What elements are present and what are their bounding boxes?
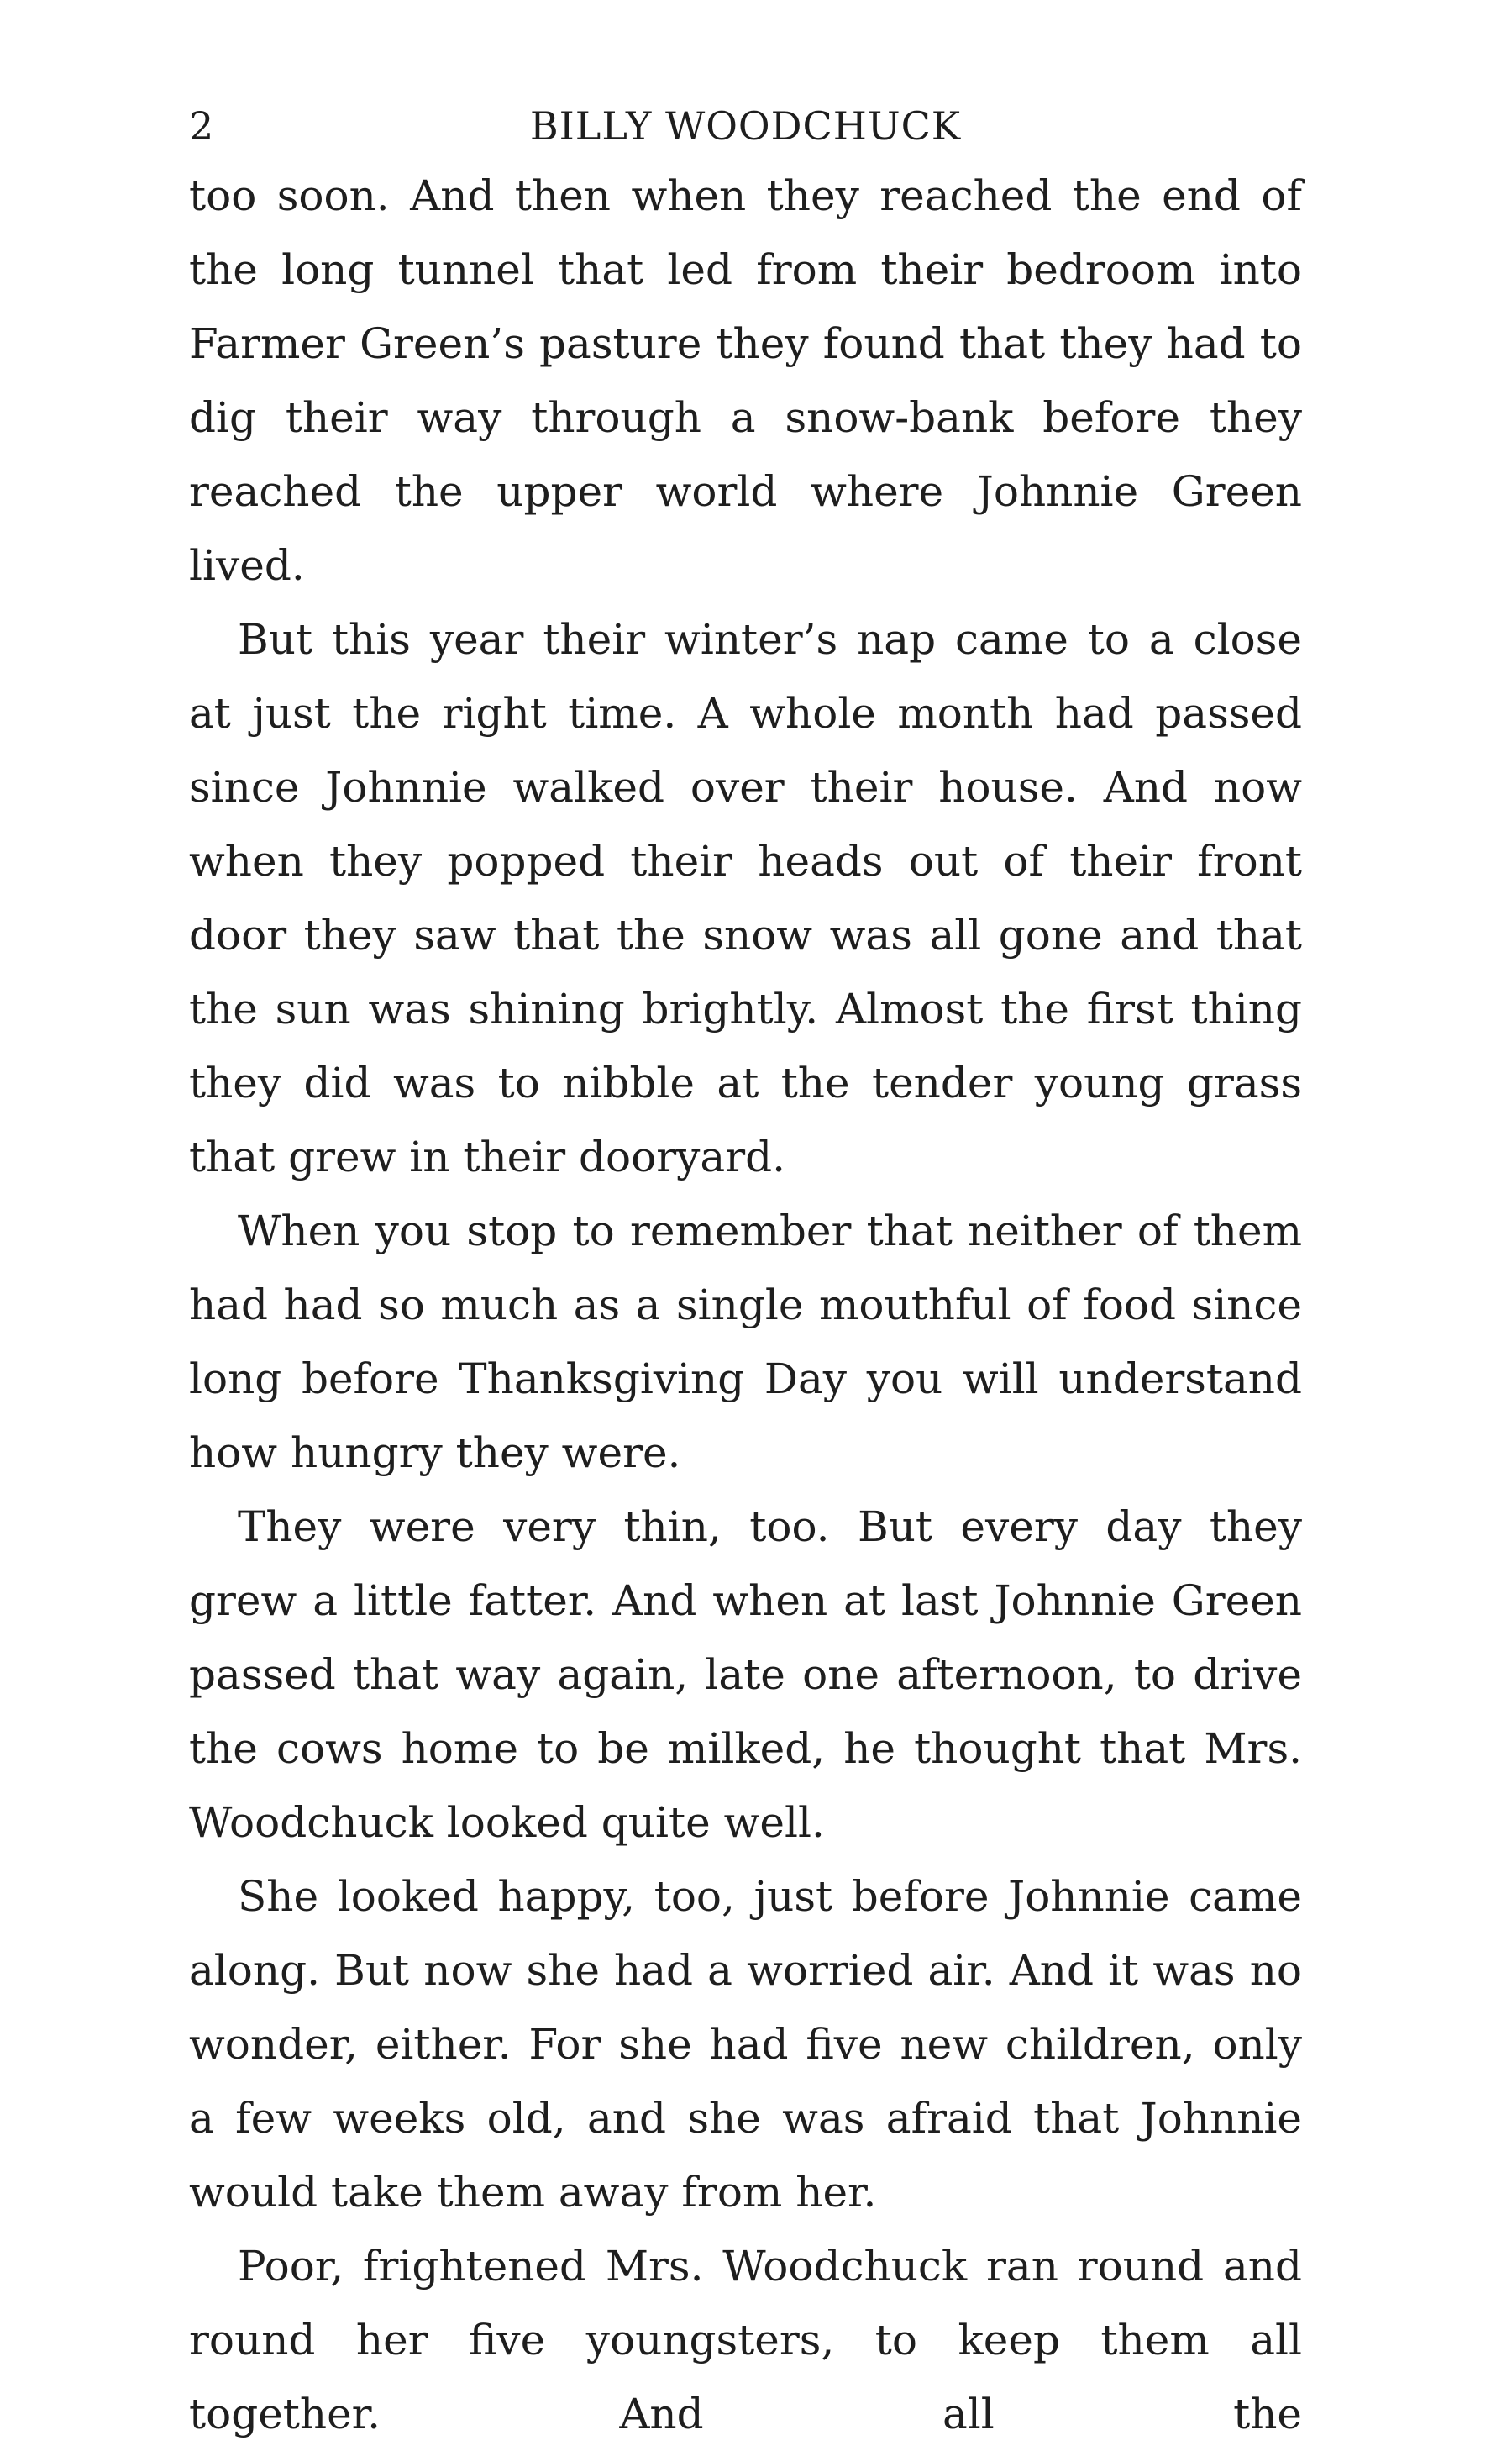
book-page xyxy=(189,97,1302,2451)
page-number: 2 xyxy=(189,103,214,149)
paragraph: They were very thin, too. But every day they grew a little fatter. And when at last Johnnie Green passed that way again, late one afternoon, to drive the cows home to be milked, he thought that Mrs. Woodchuck looked quite well. xyxy=(189,1502,1302,1847)
body-text xyxy=(189,159,1302,2451)
running-title: BILLY WOODCHUCK xyxy=(529,103,962,149)
paragraph: She looked happy, too, just before Johnnie came along. But now she had a worried air. And it was no wonder, either. For she had five new children, only a few weeks old, and she was afraid that Johnnie would take them away from her. xyxy=(189,1872,1302,2217)
running-header xyxy=(189,97,1302,155)
paragraph: But this year their winter’s nap came to a close at just the right time. A whole month had passed since Johnnie walked over their house. And now when they popped their heads out of their front door they saw that the snow was all gone and that the sun was shining brightly. Almost the first thing they did was to nibble at the tender young grass that grew in their dooryard. xyxy=(189,615,1302,1181)
paragraph-continued: too soon. And then when they reached the end of the long tunnel that led from their bedroom into Farmer Green’s pasture they found that they had to dig their way through a snow-bank before they reached the upper world where Johnnie Green lived. xyxy=(189,171,1302,590)
paragraph-continues: Poor, frightened Mrs. Woodchuck ran round and round her five youngsters, to keep them all together. And all the xyxy=(189,2242,1302,2438)
paragraph: When you stop to remember that neither of them had had so much as a single mouthful of food since long before Thanksgiving Day you will understand how hungry they were. xyxy=(189,1207,1302,1477)
